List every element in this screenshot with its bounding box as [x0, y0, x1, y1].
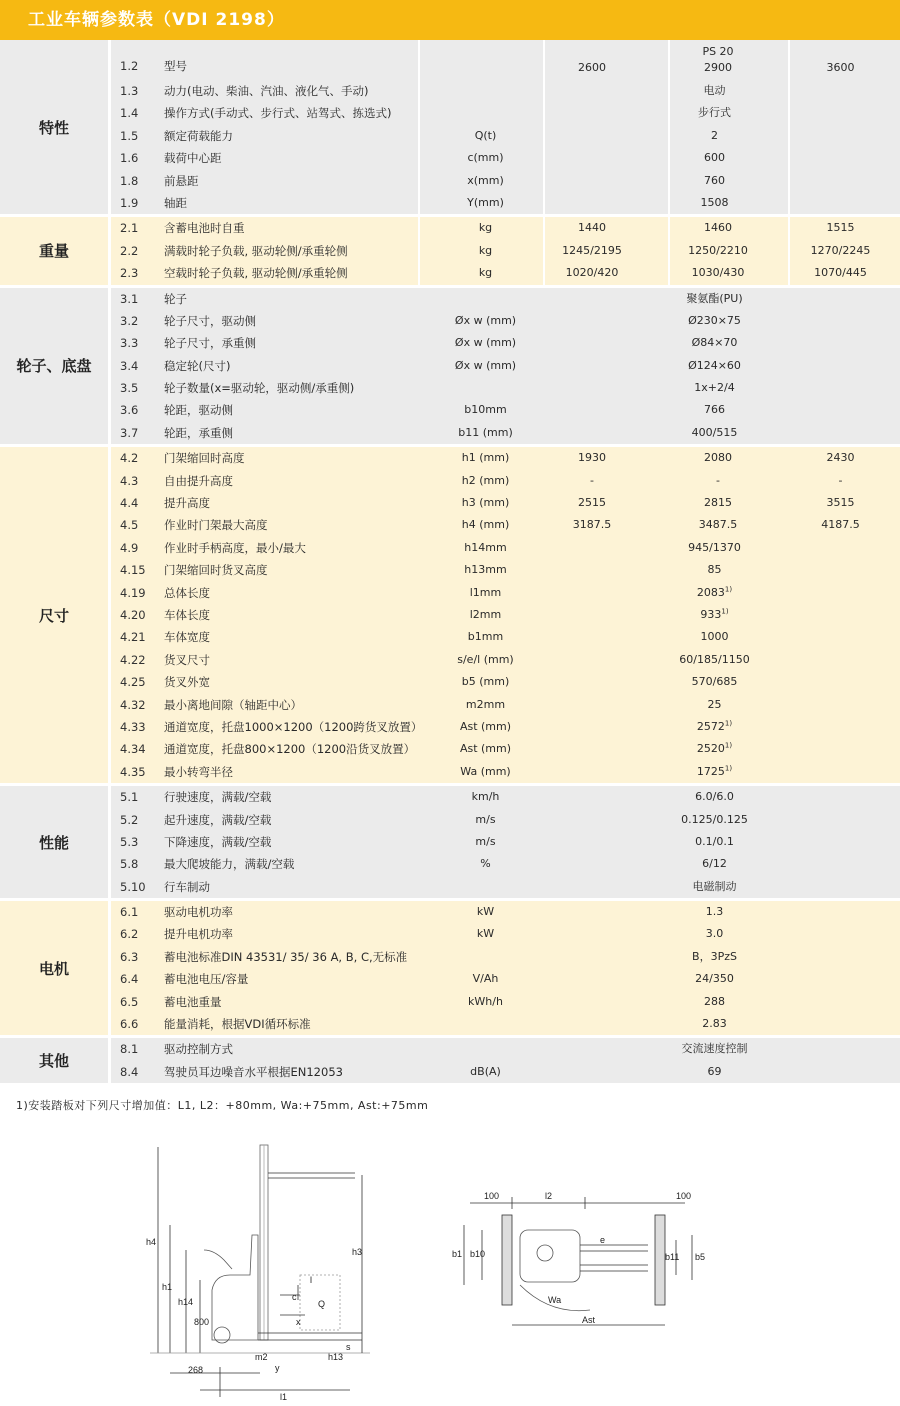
row-number: 4.33 [120, 719, 146, 734]
row-unit: Ast (mm) [459, 719, 512, 733]
row-value-model-2900: PS 20 2900 [702, 45, 734, 74]
table-row [111, 470, 900, 492]
row-value-model-3600: 4187.5 [821, 518, 860, 532]
footnote-marker: 1) [724, 764, 733, 773]
row-number: 3.7 [120, 425, 139, 440]
row-unit: l1mm [469, 585, 502, 599]
column-separator [668, 40, 670, 214]
row-value: 交流速度控制 [681, 1042, 748, 1056]
table-row [111, 355, 900, 377]
dim-100-right: 100 [676, 1191, 692, 1201]
row-description: 前悬距 [164, 173, 199, 188]
row-unit: h14mm [464, 540, 507, 554]
table-row [111, 786, 900, 808]
dim-100-left: 100 [484, 1191, 500, 1201]
row-value-model-2900: 3487.5 [698, 518, 738, 532]
column-separator [788, 40, 790, 214]
row-value: B，3PzS [692, 949, 737, 963]
row-description: 轮距，驱动侧 [164, 403, 233, 418]
section-label: 性能 [0, 786, 111, 898]
row-unit: Q(t) [474, 128, 497, 142]
row-description: 提升电机功率 [164, 927, 233, 942]
dim-Wa: Wa [548, 1295, 562, 1305]
table-row [111, 80, 900, 102]
row-number: 6.5 [120, 994, 139, 1009]
footnote: 1)安装踏板对下列尺寸增加值：L1, L2：+80mm, Wa:+75mm, Ast:+75mm [16, 1099, 429, 1112]
row-unit: Øx w (mm) [454, 336, 517, 350]
section-5 [0, 786, 900, 901]
row-number: 4.2 [120, 451, 139, 466]
row-unit: m2mm [465, 697, 506, 711]
row-number: 1.3 [120, 84, 139, 98]
row-number: 4.34 [120, 742, 146, 757]
row-description: 空载时轮子负载, 驱动轮侧/承重轮侧 [164, 266, 348, 281]
footnote-marker: 1) [721, 607, 729, 616]
column-separator [543, 40, 545, 214]
row-number: 3.2 [120, 313, 139, 328]
row-unit: b10mm [464, 403, 507, 417]
row-description: 行车制动 [164, 879, 210, 894]
table-row [111, 147, 900, 169]
row-number: 5.2 [120, 812, 139, 827]
table-row [111, 649, 900, 671]
row-description: 满载时轮子负载, 驱动轮侧/承重轮侧 [164, 243, 348, 258]
row-value: 1725$^{1)}$ [696, 764, 733, 778]
row-value: 24/350 [695, 972, 734, 986]
row-value: 933$^{1)}$ [700, 607, 729, 621]
row-number: 2.1 [120, 221, 139, 236]
row-value: 3.0 [705, 927, 724, 941]
row-number: 4.32 [120, 697, 146, 712]
row-value-model-2600: 1440 [578, 221, 606, 235]
row-description: 起升速度，满载/空载 [164, 812, 272, 827]
row-unit: kg [478, 221, 493, 235]
section-label: 尺寸 [0, 447, 111, 783]
row-description: 蓄电池电压/容量 [164, 972, 249, 987]
row-number: 4.4 [120, 496, 139, 511]
row-description: 货叉外宽 [164, 675, 210, 690]
footnote-marker: 1) [724, 719, 733, 728]
row-unit: Øx w (mm) [454, 358, 517, 372]
row-number: 4.19 [120, 585, 146, 600]
row-description: 作业时门架最大高度 [164, 518, 268, 533]
dim-b1: b1 [452, 1249, 463, 1259]
table-row [111, 377, 900, 399]
row-description: 门架缩回时高度 [164, 451, 245, 466]
table-row [111, 332, 900, 354]
row-description: 门架缩回时货叉高度 [164, 563, 268, 578]
row-value: 6/12 [702, 857, 727, 871]
row-unit: h4 (mm) [461, 518, 510, 532]
row-value: 步行式 [698, 106, 731, 120]
row-description: 作业时手柄高度，最小/最大 [164, 540, 306, 555]
footnote-marker: 1) [724, 741, 733, 750]
row-value: 760 [704, 173, 725, 187]
dim-b10: b10 [470, 1249, 486, 1259]
row-number: 3.4 [120, 358, 139, 373]
row-value: 69 [707, 1064, 722, 1078]
dim-h14: h14 [178, 1297, 194, 1307]
row-number: 3.5 [120, 381, 139, 396]
row-value: 2083$^{1)}$ [696, 584, 733, 599]
section-6 [0, 901, 900, 1038]
row-value-model-3600: 1515 [826, 221, 855, 235]
row-value: 聚氨酯(PU) [686, 291, 743, 305]
table-row [111, 738, 900, 760]
dim-Ast: Ast [582, 1315, 596, 1325]
row-description: 通道宽度，托盘1000×1200（1200跨货叉放置） [164, 719, 423, 734]
row-number: 4.22 [120, 652, 146, 667]
table-row [111, 192, 900, 214]
table-row [111, 288, 900, 310]
row-unit: h2 (mm) [461, 473, 510, 487]
section-label: 其他 [0, 1038, 111, 1083]
row-number: 4.35 [120, 764, 146, 779]
row-value: 945/1370 [688, 540, 741, 554]
row-unit: Ast (mm) [459, 742, 512, 756]
row-number: 5.8 [120, 857, 139, 872]
row-description: 额定荷载能力 [164, 128, 233, 143]
row-value-model-2900: 1460 [704, 221, 732, 235]
table-row [111, 901, 900, 923]
row-value: 2.83 [702, 1017, 727, 1031]
column-separator [668, 217, 670, 284]
row-description: 车体长度 [164, 607, 210, 622]
row-description: 最小离地间隙（轴距中心） [164, 697, 302, 712]
dim-b5: b5 [695, 1252, 706, 1262]
section-3 [0, 288, 900, 448]
row-number: 3.3 [120, 336, 139, 351]
row-value: 400/515 [691, 425, 738, 439]
row-value: 电磁制动 [692, 879, 737, 893]
table-row [111, 125, 900, 147]
row-value: 电动 [703, 84, 726, 97]
row-value-model-2600: - [590, 473, 594, 487]
row-number: 2.3 [120, 266, 139, 281]
dim-h1: h1 [162, 1282, 173, 1292]
table-row [111, 399, 900, 421]
row-unit: km/h [471, 790, 500, 804]
row-value-model-3600: 3515 [826, 496, 855, 510]
row-number: 5.10 [120, 879, 146, 894]
row-number: 1.5 [120, 128, 139, 143]
row-unit: h3 (mm) [461, 496, 510, 510]
row-value-model-3600: 1070/445 [814, 266, 867, 280]
row-value: 288 [704, 994, 725, 1008]
side-view-diagram [140, 1135, 380, 1405]
dim-l1: l1 [280, 1392, 288, 1402]
section-label: 重量 [0, 217, 111, 284]
row-number: 6.1 [120, 905, 139, 920]
dim-h4: h4 [146, 1237, 157, 1247]
row-value: 1508 [700, 195, 729, 209]
row-unit: h1 (mm) [461, 451, 510, 465]
row-description: 含蓄电池时自重 [164, 221, 245, 236]
dim-h3: h3 [352, 1247, 363, 1257]
row-value: 60/185/1150 [679, 652, 750, 666]
table-row [111, 170, 900, 192]
row-value: Ø84×70 [691, 336, 738, 350]
row-unit: b11 (mm) [458, 425, 513, 439]
table-row [111, 1013, 900, 1035]
row-unit: s/e/l (mm) [457, 652, 514, 666]
section-label: 轮子、底盘 [0, 288, 111, 445]
dim-c: c [292, 1292, 297, 1302]
row-number: 1.8 [120, 173, 139, 188]
row-value-model-3600: 2430 [826, 451, 855, 465]
row-number: 6.4 [120, 972, 139, 987]
row-value: Ø124×60 [688, 358, 741, 372]
column-separator [543, 217, 545, 284]
table-row [111, 671, 900, 693]
row-number: 8.4 [120, 1064, 139, 1079]
row-description: 载荷中心距 [164, 151, 222, 166]
row-description: 轮子尺寸，驱动侧 [164, 313, 256, 328]
table-row [111, 853, 900, 875]
row-value: 600 [704, 151, 725, 165]
row-unit: kW [476, 927, 495, 941]
dim-m2: m2 [255, 1352, 268, 1362]
row-description: 轴距 [164, 195, 187, 210]
row-unit: c(mm) [467, 151, 504, 165]
row-number: 8.1 [120, 1042, 139, 1057]
table-row [111, 923, 900, 945]
row-description: 稳定轮(尺寸) [164, 358, 231, 373]
row-unit: kg [478, 243, 493, 257]
row-value-model-2600: 2515 [578, 496, 606, 510]
row-description: 蓄电池标准DIN 43531/ 35/ 36 A, B, C,无标准 [164, 949, 408, 964]
row-description: 蓄电池重量 [164, 994, 222, 1009]
row-value-model-2900: - [716, 473, 720, 487]
row-number: 4.21 [120, 630, 146, 645]
table-row [111, 102, 900, 124]
row-number: 5.1 [120, 790, 139, 805]
row-number: 4.15 [120, 563, 146, 578]
dim-Q: Q [318, 1299, 326, 1309]
table-row [111, 694, 900, 716]
dim-800: 800 [194, 1317, 210, 1327]
row-value-model-3600: 1270/2245 [810, 243, 871, 257]
row-number: 4.5 [120, 518, 139, 533]
row-number: 2.2 [120, 243, 139, 258]
row-unit: m/s [475, 812, 496, 826]
row-description: 自由提升高度 [164, 473, 233, 488]
row-value-model-3600: - [838, 473, 843, 487]
row-unit: m/s [475, 834, 496, 848]
row-value-model-2900: 2815 [704, 496, 732, 510]
row-value: 2572$^{1)}$ [696, 719, 733, 733]
row-unit: h13mm [464, 563, 507, 577]
row-description: 车体宽度 [164, 630, 210, 645]
row-value: 1000 [700, 630, 729, 644]
row-value: 0.1/0.1 [695, 834, 734, 848]
row-value-model-2900: 2080 [704, 451, 732, 465]
table-row [111, 537, 900, 559]
table-row [111, 876, 900, 898]
row-description: 轮距，承重侧 [164, 425, 233, 440]
table-row [111, 447, 900, 469]
footnote-marker: 1) [724, 584, 733, 593]
table-row [111, 492, 900, 514]
table-row [111, 310, 900, 332]
row-value: Ø230×75 [688, 313, 741, 327]
page-title: 工业车辆参数表（VDI 2198） [0, 0, 900, 40]
dim-l: l [310, 1275, 312, 1285]
row-description: 驱动电机功率 [164, 905, 233, 920]
section-4 [0, 447, 900, 786]
row-description: 驾驶员耳边噪音水平根据EN12053 [164, 1064, 343, 1079]
row-number: 1.4 [120, 106, 139, 121]
row-description: 最大爬坡能力，满载/空载 [164, 857, 295, 872]
row-value-model-3600: 3600 [826, 61, 855, 74]
dim-y: y [275, 1363, 280, 1373]
dim-l2: l2 [545, 1191, 553, 1201]
row-description: 动力(电动、柴油、汽油、液化气、手动) [164, 84, 369, 98]
row-unit: Y(mm) [467, 195, 504, 209]
row-description: 通道宽度，托盘800×1200（1200沿货叉放置） [164, 742, 416, 757]
row-unit: Øx w (mm) [454, 313, 517, 327]
row-unit: dB(A) [470, 1064, 501, 1078]
row-description: 能量消耗，根据VDI循环标准 [164, 1017, 311, 1032]
section-label: 特性 [0, 40, 111, 214]
spec-table [0, 40, 900, 1086]
row-number: 1.9 [120, 195, 139, 210]
row-number: 1.2 [120, 59, 139, 73]
row-unit: b5 (mm) [461, 675, 510, 689]
row-unit: % [480, 857, 491, 871]
table-row [111, 809, 900, 831]
row-unit: kg [478, 266, 493, 280]
row-value: 766 [704, 403, 725, 417]
row-value-model-2600: 2600 [578, 61, 606, 74]
row-description: 型号 [164, 59, 187, 73]
row-number: 6.3 [120, 949, 139, 964]
row-description: 总体长度 [164, 585, 210, 600]
dim-b11: b11 [665, 1252, 680, 1262]
row-value: 570/685 [691, 675, 738, 689]
row-description: 下降速度，满载/空载 [164, 834, 272, 849]
row-value: 1.3 [705, 905, 724, 919]
dim-268: 268 [188, 1365, 204, 1375]
section-2 [0, 217, 900, 287]
column-separator [418, 217, 420, 284]
row-description: 操作方式(手动式、步行式、站驾式、拣选式) [164, 106, 392, 121]
row-number: 5.3 [120, 834, 139, 849]
table-row [111, 604, 900, 626]
row-number: 6.6 [120, 1017, 139, 1032]
row-value-model-2600: 1245/2195 [562, 243, 622, 257]
section-7 [0, 1038, 900, 1086]
row-description: 轮子 [164, 291, 187, 306]
row-description: 轮子数量(x=驱动轮，驱动侧/承重侧) [164, 381, 355, 396]
table-row [111, 240, 900, 262]
table-row [111, 761, 900, 783]
row-unit: x(mm) [467, 173, 504, 187]
dim-h13: h13 [328, 1352, 344, 1362]
column-separator [788, 217, 790, 284]
section-label: 电机 [0, 901, 111, 1035]
table-row [111, 514, 900, 536]
row-unit: b1mm [467, 630, 504, 644]
row-value: 85 [707, 563, 722, 577]
column-separator [418, 40, 420, 214]
row-unit: V/Ah [472, 972, 499, 986]
table-row [111, 991, 900, 1013]
row-value: 6.0/6.0 [695, 790, 734, 804]
section-1 [0, 40, 900, 217]
row-value: 1x+2/4 [694, 381, 735, 395]
top-view-diagram [450, 1185, 710, 1335]
row-unit: kWh/h [468, 994, 503, 1008]
row-number: 4.25 [120, 675, 146, 690]
table-row [111, 559, 900, 581]
row-number: 4.9 [120, 540, 139, 555]
table-row [111, 716, 900, 738]
table-row [111, 968, 900, 990]
row-description: 行驶速度，满载/空载 [164, 790, 272, 805]
table-row [111, 582, 900, 604]
table-row [111, 1061, 900, 1083]
row-number: 6.2 [120, 927, 139, 942]
row-value: 25 [707, 697, 722, 711]
row-description: 轮子尺寸，承重侧 [164, 336, 256, 351]
table-row [111, 946, 900, 968]
row-value-model-2600: 1930 [578, 451, 606, 465]
row-description: 最小转弯半径 [164, 764, 233, 779]
table-row [111, 40, 900, 80]
row-number: 1.6 [120, 151, 139, 166]
row-value: 0.125/0.125 [681, 812, 748, 826]
table-row [111, 422, 900, 444]
dim-x: x [296, 1317, 301, 1327]
row-number: 4.3 [120, 473, 139, 488]
table-row [111, 217, 900, 239]
row-value-model-2600: 1020/420 [565, 266, 619, 280]
row-number: 3.1 [120, 291, 139, 306]
row-description: 货叉尺寸 [164, 652, 210, 667]
row-value: 2 [711, 128, 718, 142]
row-value-model-2900: 1030/430 [691, 266, 745, 280]
table-row [111, 262, 900, 284]
row-number: 4.20 [120, 607, 146, 622]
dim-e: e [600, 1235, 606, 1245]
table-row [111, 831, 900, 853]
dim-s: s [346, 1342, 351, 1352]
table-row [111, 626, 900, 648]
row-value-model-2600: 3187.5 [572, 518, 612, 532]
row-description: 驱动控制方式 [164, 1042, 233, 1057]
row-value-model-2900: 1250/2210 [688, 243, 748, 257]
row-value: 2520$^{1)}$ [696, 741, 733, 756]
row-unit: l2mm [469, 607, 502, 621]
table-row [111, 1038, 900, 1060]
row-unit: Wa (mm) [460, 764, 511, 778]
row-unit: kW [476, 905, 495, 919]
row-number: 3.6 [120, 403, 139, 418]
row-description: 提升高度 [164, 496, 210, 511]
